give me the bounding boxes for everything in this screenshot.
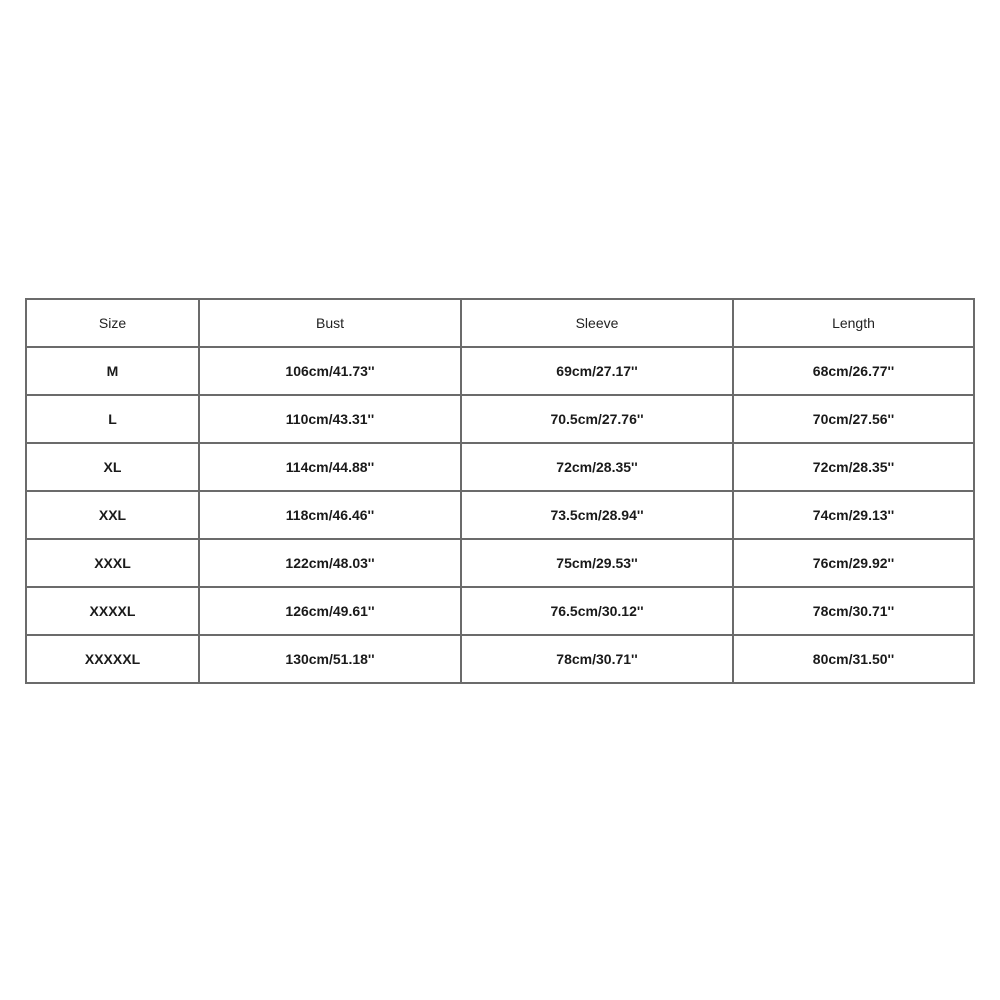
cell-sleeve: 69cm/27.17'' bbox=[461, 347, 733, 395]
size-chart-table bbox=[25, 298, 975, 684]
cell-bust: 106cm/41.73'' bbox=[199, 347, 461, 395]
cell-bust: 110cm/43.31'' bbox=[199, 395, 461, 443]
cell-size: XXXXXL bbox=[26, 635, 199, 683]
cell-size: XXXL bbox=[26, 539, 199, 587]
table-header-row bbox=[26, 299, 974, 347]
cell-size: XXXXL bbox=[26, 587, 199, 635]
cell-sleeve: 72cm/28.35'' bbox=[461, 443, 733, 491]
cell-bust: 126cm/49.61'' bbox=[199, 587, 461, 635]
table-row bbox=[26, 635, 974, 683]
cell-sleeve: 78cm/30.71'' bbox=[461, 635, 733, 683]
cell-sleeve: 76.5cm/30.12'' bbox=[461, 587, 733, 635]
cell-bust: 130cm/51.18'' bbox=[199, 635, 461, 683]
cell-length: 80cm/31.50'' bbox=[733, 635, 974, 683]
header-size: Size bbox=[26, 299, 199, 347]
cell-size: L bbox=[26, 395, 199, 443]
cell-length: 76cm/29.92'' bbox=[733, 539, 974, 587]
table-row bbox=[26, 491, 974, 539]
cell-size: XXL bbox=[26, 491, 199, 539]
table-row bbox=[26, 395, 974, 443]
table-row bbox=[26, 347, 974, 395]
cell-length: 72cm/28.35'' bbox=[733, 443, 974, 491]
cell-length: 78cm/30.71'' bbox=[733, 587, 974, 635]
header-length: Length bbox=[733, 299, 974, 347]
table-row bbox=[26, 587, 974, 635]
cell-sleeve: 75cm/29.53'' bbox=[461, 539, 733, 587]
cell-length: 74cm/29.13'' bbox=[733, 491, 974, 539]
cell-size: XL bbox=[26, 443, 199, 491]
table-row bbox=[26, 443, 974, 491]
cell-bust: 114cm/44.88'' bbox=[199, 443, 461, 491]
cell-bust: 122cm/48.03'' bbox=[199, 539, 461, 587]
cell-length: 68cm/26.77'' bbox=[733, 347, 974, 395]
header-sleeve: Sleeve bbox=[461, 299, 733, 347]
header-bust: Bust bbox=[199, 299, 461, 347]
cell-size: M bbox=[26, 347, 199, 395]
cell-length: 70cm/27.56'' bbox=[733, 395, 974, 443]
cell-sleeve: 70.5cm/27.76'' bbox=[461, 395, 733, 443]
cell-bust: 118cm/46.46'' bbox=[199, 491, 461, 539]
table-row bbox=[26, 539, 974, 587]
cell-sleeve: 73.5cm/28.94'' bbox=[461, 491, 733, 539]
